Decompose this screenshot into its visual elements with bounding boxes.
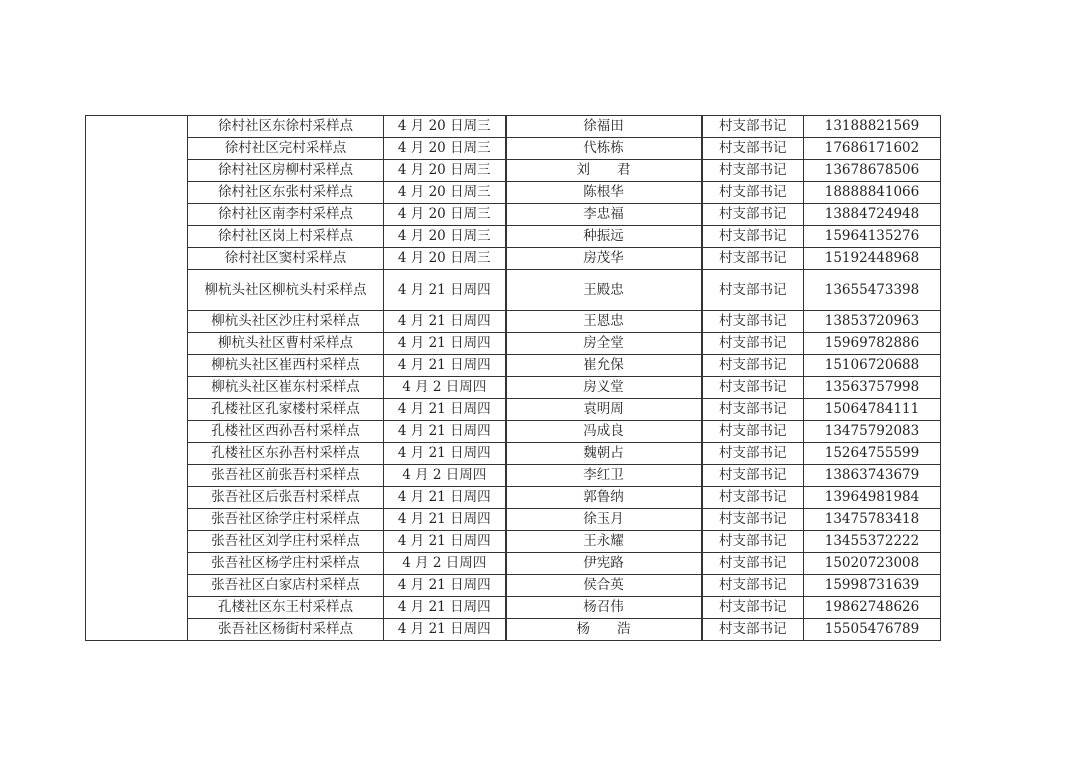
site-cell: 孔楼社区东孙吾村采样点 bbox=[188, 443, 384, 465]
table-row bbox=[86, 138, 941, 160]
date-cell: 4 月 21 日周四 bbox=[384, 311, 506, 333]
contact-name-cell: 房全堂 bbox=[506, 333, 702, 355]
phone-cell: 13655473398 bbox=[804, 270, 941, 311]
phone-cell: 15998731639 bbox=[804, 575, 941, 597]
phone-cell: 19862748626 bbox=[804, 597, 941, 619]
table-row bbox=[86, 377, 941, 399]
site-cell: 徐村社区东徐村采样点 bbox=[188, 116, 384, 138]
phone-cell: 15192448968 bbox=[804, 248, 941, 270]
table-row bbox=[86, 421, 941, 443]
date-cell: 4 月 21 日周四 bbox=[384, 421, 506, 443]
date-cell: 4 月 20 日周三 bbox=[384, 160, 506, 182]
position-cell: 村支部书记 bbox=[702, 204, 804, 226]
phone-cell: 15064784111 bbox=[804, 399, 941, 421]
phone-cell: 15964135276 bbox=[804, 226, 941, 248]
site-cell: 徐村社区房柳村采样点 bbox=[188, 160, 384, 182]
date-cell: 4 月 20 日周三 bbox=[384, 226, 506, 248]
contact-name-cell: 徐福田 bbox=[506, 116, 702, 138]
position-cell: 村支部书记 bbox=[702, 575, 804, 597]
contact-name-cell: 伊宪路 bbox=[506, 553, 702, 575]
phone-cell: 13475792083 bbox=[804, 421, 941, 443]
contact-name-cell: 杨召伟 bbox=[506, 597, 702, 619]
site-cell: 张吾社区杨学庄村采样点 bbox=[188, 553, 384, 575]
phone-cell: 15264755599 bbox=[804, 443, 941, 465]
site-cell: 徐村社区窦村采样点 bbox=[188, 248, 384, 270]
sampling-point-table bbox=[85, 115, 941, 641]
contact-name-cell: 崔允保 bbox=[506, 355, 702, 377]
contact-name-cell: 代栋栋 bbox=[506, 138, 702, 160]
site-cell: 徐村社区东张村采样点 bbox=[188, 182, 384, 204]
table-row bbox=[86, 619, 941, 641]
phone-cell: 13188821569 bbox=[804, 116, 941, 138]
table-row bbox=[86, 182, 941, 204]
date-cell: 4 月 21 日周四 bbox=[384, 270, 506, 311]
position-cell: 村支部书记 bbox=[702, 226, 804, 248]
position-cell: 村支部书记 bbox=[702, 182, 804, 204]
site-cell: 张吾社区前张吾村采样点 bbox=[188, 465, 384, 487]
contact-name-cell: 李红卫 bbox=[506, 465, 702, 487]
merged-left-cell bbox=[86, 116, 188, 641]
table-row bbox=[86, 311, 941, 333]
position-cell: 村支部书记 bbox=[702, 311, 804, 333]
contact-name-cell: 徐玉月 bbox=[506, 509, 702, 531]
table-row bbox=[86, 160, 941, 182]
contact-name-cell: 杨 浩 bbox=[506, 619, 702, 641]
contact-name-cell: 种振远 bbox=[506, 226, 702, 248]
phone-cell: 13678678506 bbox=[804, 160, 941, 182]
position-cell: 村支部书记 bbox=[702, 399, 804, 421]
table-row bbox=[86, 553, 941, 575]
table-row bbox=[86, 465, 941, 487]
site-cell: 徐村社区岗上村采样点 bbox=[188, 226, 384, 248]
date-cell: 4 月 20 日周三 bbox=[384, 138, 506, 160]
position-cell: 村支部书记 bbox=[702, 377, 804, 399]
phone-cell: 13563757998 bbox=[804, 377, 941, 399]
date-cell: 4 月 20 日周三 bbox=[384, 204, 506, 226]
site-cell: 张吾社区后张吾村采样点 bbox=[188, 487, 384, 509]
date-cell: 4 月 21 日周四 bbox=[384, 355, 506, 377]
contact-name-cell: 郭鲁纳 bbox=[506, 487, 702, 509]
table-row bbox=[86, 355, 941, 377]
table-body bbox=[86, 116, 941, 641]
date-cell: 4 月 21 日周四 bbox=[384, 575, 506, 597]
table-row bbox=[86, 226, 941, 248]
phone-cell: 13853720963 bbox=[804, 311, 941, 333]
table-row bbox=[86, 333, 941, 355]
site-cell: 柳杭头社区崔东村采样点 bbox=[188, 377, 384, 399]
position-cell: 村支部书记 bbox=[702, 160, 804, 182]
site-cell: 徐村社区完村采样点 bbox=[188, 138, 384, 160]
phone-cell: 15505476789 bbox=[804, 619, 941, 641]
date-cell: 4 月 21 日周四 bbox=[384, 443, 506, 465]
site-cell: 孔楼社区东王村采样点 bbox=[188, 597, 384, 619]
date-cell: 4 月 20 日周三 bbox=[384, 116, 506, 138]
position-cell: 村支部书记 bbox=[702, 597, 804, 619]
contact-name-cell: 王殿忠 bbox=[506, 270, 702, 311]
date-cell: 4 月 2 日周四 bbox=[384, 465, 506, 487]
phone-cell: 15969782886 bbox=[804, 333, 941, 355]
date-cell: 4 月 21 日周四 bbox=[384, 487, 506, 509]
position-cell: 村支部书记 bbox=[702, 270, 804, 311]
position-cell: 村支部书记 bbox=[702, 531, 804, 553]
date-cell: 4 月 21 日周四 bbox=[384, 333, 506, 355]
table-row bbox=[86, 204, 941, 226]
site-cell: 孔楼社区孔家楼村采样点 bbox=[188, 399, 384, 421]
position-cell: 村支部书记 bbox=[702, 443, 804, 465]
table-row bbox=[86, 270, 941, 311]
table-row bbox=[86, 116, 941, 138]
position-cell: 村支部书记 bbox=[702, 553, 804, 575]
contact-name-cell: 王恩忠 bbox=[506, 311, 702, 333]
site-cell: 徐村社区南李村采样点 bbox=[188, 204, 384, 226]
contact-name-cell: 刘 君 bbox=[506, 160, 702, 182]
contact-name-cell: 魏朝占 bbox=[506, 443, 702, 465]
date-cell: 4 月 21 日周四 bbox=[384, 509, 506, 531]
contact-name-cell: 冯成良 bbox=[506, 421, 702, 443]
date-cell: 4 月 20 日周三 bbox=[384, 182, 506, 204]
date-cell: 4 月 2 日周四 bbox=[384, 377, 506, 399]
table-row bbox=[86, 509, 941, 531]
table-row bbox=[86, 575, 941, 597]
contact-name-cell: 李忠福 bbox=[506, 204, 702, 226]
site-cell: 张吾社区徐学庄村采样点 bbox=[188, 509, 384, 531]
phone-cell: 13863743679 bbox=[804, 465, 941, 487]
position-cell: 村支部书记 bbox=[702, 487, 804, 509]
contact-name-cell: 王永耀 bbox=[506, 531, 702, 553]
site-cell: 柳杭头社区沙庄村采样点 bbox=[188, 311, 384, 333]
table-row bbox=[86, 487, 941, 509]
contact-name-cell: 侯合英 bbox=[506, 575, 702, 597]
site-cell: 柳杭头社区崔西村采样点 bbox=[188, 355, 384, 377]
phone-cell: 15106720688 bbox=[804, 355, 941, 377]
contact-name-cell: 房茂华 bbox=[506, 248, 702, 270]
date-cell: 4 月 20 日周三 bbox=[384, 248, 506, 270]
date-cell: 4 月 21 日周四 bbox=[384, 597, 506, 619]
position-cell: 村支部书记 bbox=[702, 116, 804, 138]
phone-cell: 17686171602 bbox=[804, 138, 941, 160]
date-cell: 4 月 21 日周四 bbox=[384, 619, 506, 641]
site-cell: 孔楼社区西孙吾村采样点 bbox=[188, 421, 384, 443]
contact-name-cell: 袁明周 bbox=[506, 399, 702, 421]
position-cell: 村支部书记 bbox=[702, 333, 804, 355]
table-row bbox=[86, 399, 941, 421]
site-cell: 张吾社区杨街村采样点 bbox=[188, 619, 384, 641]
position-cell: 村支部书记 bbox=[702, 465, 804, 487]
position-cell: 村支部书记 bbox=[702, 355, 804, 377]
phone-cell: 13455372222 bbox=[804, 531, 941, 553]
site-cell: 张吾社区刘学庄村采样点 bbox=[188, 531, 384, 553]
table-row bbox=[86, 531, 941, 553]
table-row bbox=[86, 443, 941, 465]
site-cell: 柳杭头社区曹村采样点 bbox=[188, 333, 384, 355]
phone-cell: 15020723008 bbox=[804, 553, 941, 575]
site-cell: 张吾社区白家店村采样点 bbox=[188, 575, 384, 597]
position-cell: 村支部书记 bbox=[702, 509, 804, 531]
table-row bbox=[86, 248, 941, 270]
contact-name-cell: 房义堂 bbox=[506, 377, 702, 399]
date-cell: 4 月 2 日周四 bbox=[384, 553, 506, 575]
contact-name-cell: 陈根华 bbox=[506, 182, 702, 204]
phone-cell: 13475783418 bbox=[804, 509, 941, 531]
phone-cell: 18888841066 bbox=[804, 182, 941, 204]
phone-cell: 13884724948 bbox=[804, 204, 941, 226]
position-cell: 村支部书记 bbox=[702, 421, 804, 443]
table-row bbox=[86, 597, 941, 619]
position-cell: 村支部书记 bbox=[702, 138, 804, 160]
date-cell: 4 月 21 日周四 bbox=[384, 531, 506, 553]
site-cell: 柳杭头社区柳杭头村采样点 bbox=[188, 270, 384, 311]
position-cell: 村支部书记 bbox=[702, 248, 804, 270]
date-cell: 4 月 21 日周四 bbox=[384, 399, 506, 421]
phone-cell: 13964981984 bbox=[804, 487, 941, 509]
position-cell: 村支部书记 bbox=[702, 619, 804, 641]
